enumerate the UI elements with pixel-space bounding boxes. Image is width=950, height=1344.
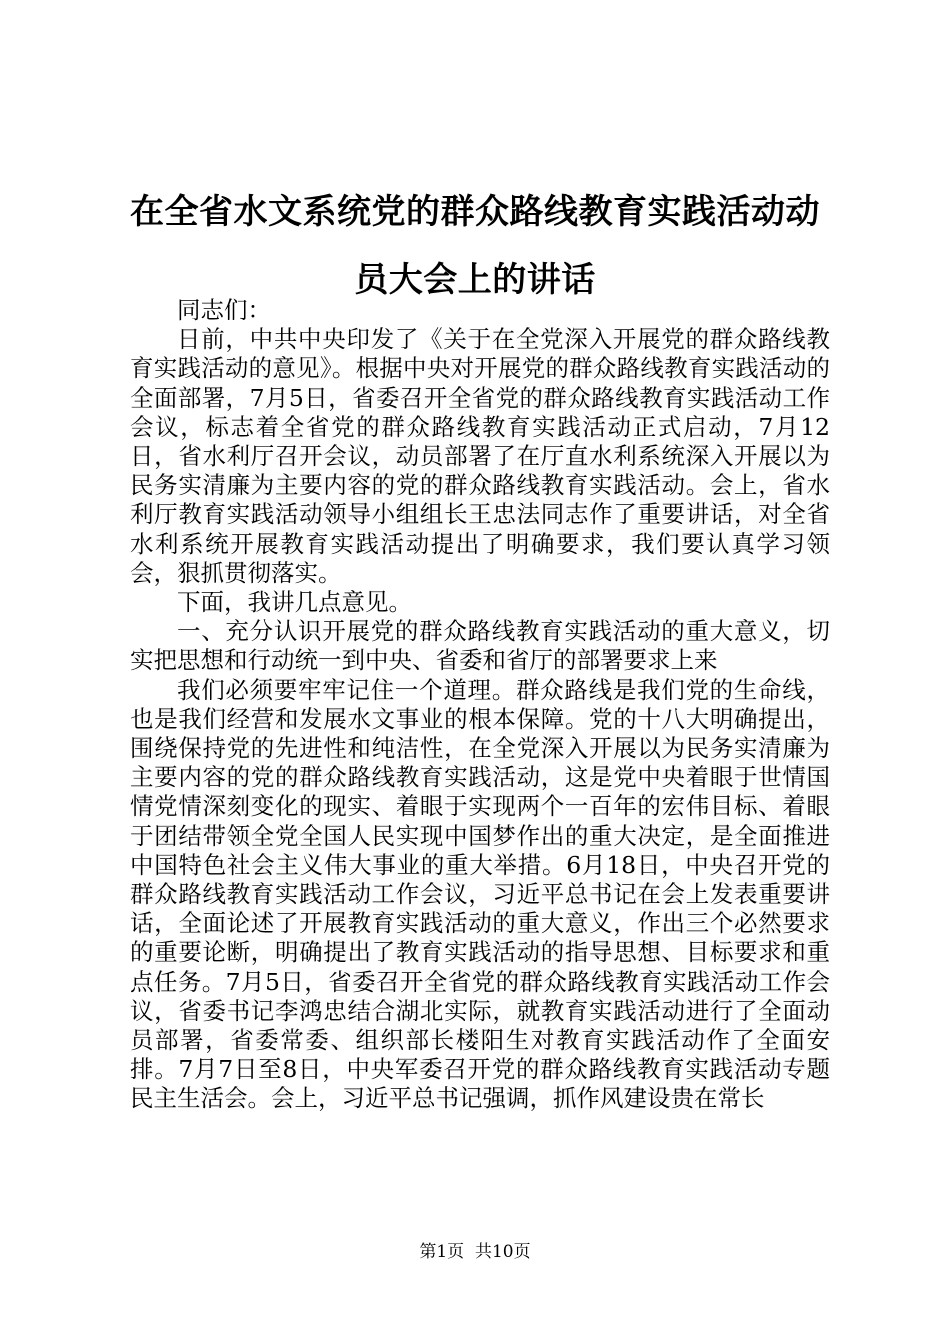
salutation: 同志们： [177,296,271,324]
page-number-footer: 第1页 共10页 [419,1242,531,1262]
document-title [95,178,855,314]
paragraph-3: 我们必须要牢牢记住一个道理。群众路线是我们党的生命线，也是我们经营和发展水文事业的根本保障。党的十八大明确提出，围绕保持党的先进性和纯洁性，在全党深入开展以为民务实清廉为主要内容的党的群众路线教育实践活动，这是党中央着眼于世情国情党情深刻变化的现实、着眼于实现两个一百年的宏伟目标、着眼于团结带领全党全国人民实现中国梦作出的重大决定，是全面推进中国特色社会主义伟大事业的重大举措。6月18日，中央召开党的群众路线教育实践活动工作会议，习近平总书记在会上发表重要讲话，全面论述了开展教育实践活动的重大意义，作出三个必然要求的重要论断，明确提出了教育实践活动的指导思想、目标要求和重点任务。7月5日，省委召开全省党的群众路线教育实践活动工作会议，省委书记李鸿忠结合湖北实际，就教育实践活动进行了全面动员部署，省委常委、组织部长楼阳生对教育实践活动作了全面安排。7月7日至8日，中央军委召开党的群众路线教育实践活动专题民主生活会。会上，习近平总书记强调，抓作风建设贵在常长 [130,675,830,1113]
document-body [130,296,830,1114]
title-line-1: 在全省水文系统党的群众路线教育实践活动动 [130,192,820,232]
paragraph-1: 日前，中共中央印发了《关于在全党深入开展党的群众路线教育实践活动的意见》。根据中央对开展党的群众路线教育实践活动的全面部署，7月5日，省委召开全省党的群众路线教育实践活动工作会议，标志着全省党的群众路线教育实践活动正式启动，7月12日，省水利厅召开会议，动员部署了在厅直水利系统深入开展以为民务实清廉为主要内容的党的群众路线教育实践活动。会上，省水利厅教育实践活动领导小组组长王忠法同志作了重要讲话，对全省水利系统开展教育实践活动提出了明确要求，我们要认真学习领会，狠抓贯彻落实。 [130,325,830,587]
title-line-2: 员大会上的讲话 [354,260,596,300]
paragraph-2: 下面，我讲几点意见。 [177,588,412,617]
section-heading-1: 一、充分认识开展党的群众路线教育实践活动的重大意义，切实把思想和行动统一到中央、省委和省厅的部署要求上来 [130,617,830,675]
